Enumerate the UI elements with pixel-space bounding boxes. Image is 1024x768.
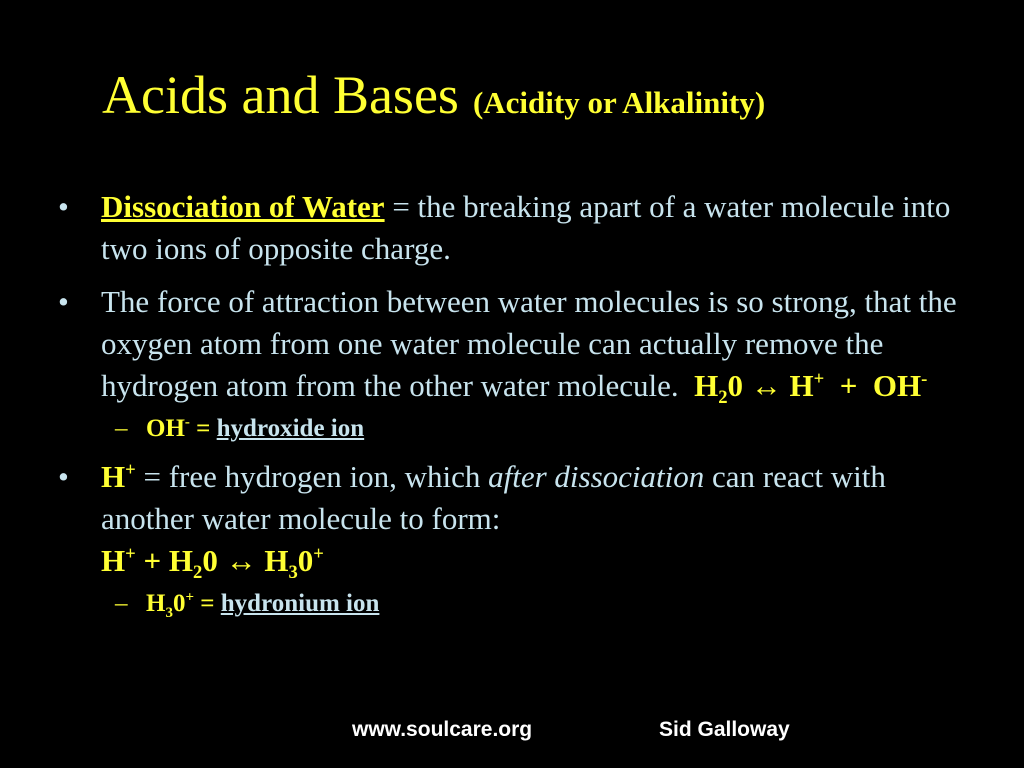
bullet-text: The force of attraction between water molecules is so strong, that the oxygen atom from one water molecule can actually remove the hydrogen atom from the other water molecule.: [101, 284, 957, 403]
hydronium-ion-term: hydronium ion: [220, 590, 380, 617]
dash-icon: –: [115, 415, 128, 442]
bullet-attraction: [58, 281, 968, 407]
subbullet-hydronium: – $H_30^+$ = hydronium ion: [58, 587, 968, 621]
bullet-icon: •: [58, 189, 69, 224]
term-dissociation-of-water: Dissociation of Water: [101, 189, 385, 224]
bullet-dissociation: [58, 186, 968, 270]
subbullet-hydroxide: – OH- = hydroxide ion: [58, 412, 968, 446]
bullet-hydrogen-ion: • H+ = free hydrogen ion, which after dissociation can react with another water molecule to form: $H^+ + H_20$ ↔ $H_30^+$: [58, 456, 968, 582]
hydrogen-ion-symbol: H+: [101, 459, 136, 494]
bullet-list: [58, 186, 968, 631]
hydronium-formation-equation: $H^+ + H_20$ ↔ $H_30^+$: [101, 543, 324, 584]
hydroxide-ion-term: hydroxide ion: [216, 415, 365, 442]
footer-author: Sid Galloway: [659, 718, 790, 741]
bullet-icon: •: [58, 459, 69, 494]
water-dissociation-equation: $H_20$ ↔ H+ + OH-: [694, 368, 928, 409]
bullet-icon: •: [58, 284, 69, 319]
dash-icon: –: [115, 590, 128, 617]
slide-title: [102, 66, 765, 125]
footer-website: www.soulcare.org: [352, 718, 533, 741]
title-subtitle: (Acidity or Alkalinity): [472, 85, 766, 120]
bullet-text: = the breaking apart of a water molecule into two ions of opposite charge.: [101, 189, 951, 266]
title-main: Acids and Bases: [102, 65, 459, 125]
